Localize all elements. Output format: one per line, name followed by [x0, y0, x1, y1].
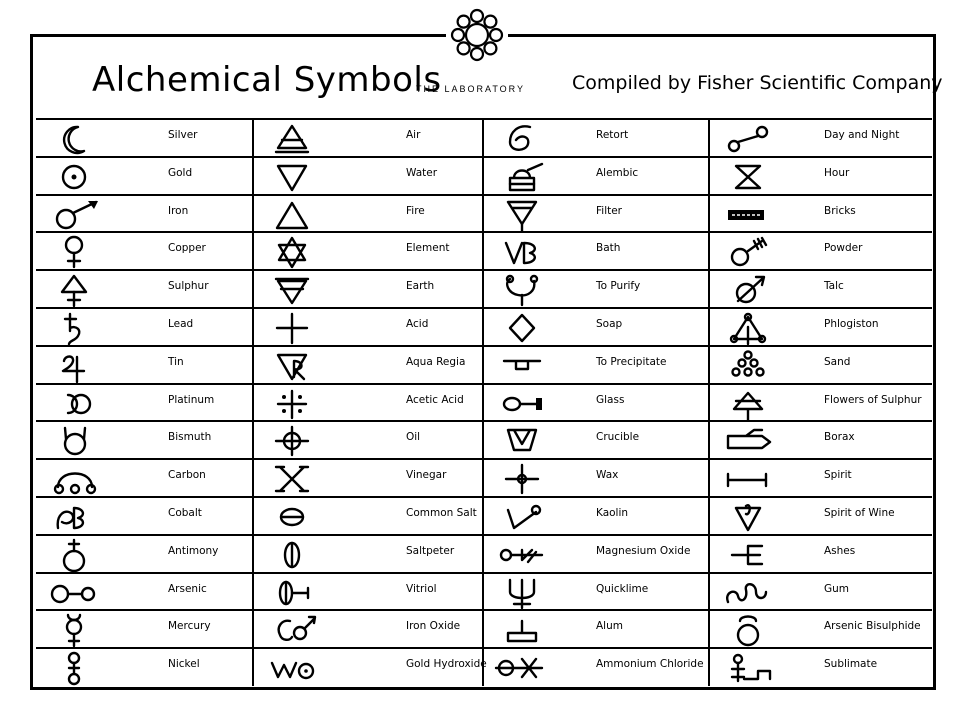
filter-icon [492, 198, 570, 231]
symbol-row [484, 422, 710, 459]
symbol-name: Mercury [168, 620, 211, 633]
symbol-name: Vinegar [406, 469, 447, 482]
symbol-row [710, 574, 932, 611]
gold-hydroxide-icon [262, 651, 340, 684]
symbol-name: Common Salt [406, 507, 477, 519]
symbol-column [710, 118, 932, 686]
page-subtitle: THE LABORATORY [416, 84, 526, 94]
symbol-name: Soap [596, 318, 623, 330]
kaolin-icon [492, 500, 570, 533]
symbol-row [36, 385, 254, 422]
symbol-row [484, 611, 710, 648]
powder-icon [718, 235, 796, 268]
symbol-row [36, 196, 254, 233]
symbol-name: Ashes [824, 544, 856, 557]
page-credit: Compiled by Fisher Scientific Company [572, 72, 943, 94]
symbol-name: Vitriol [406, 582, 437, 595]
hourglass-icon [718, 160, 796, 193]
symbol-name: Iron [168, 204, 189, 217]
wax-icon [492, 462, 570, 495]
saturn-icon [44, 311, 122, 344]
symbol-row [36, 309, 254, 346]
flowers-sulphur-icon [718, 387, 796, 420]
symbol-name: Retort [596, 129, 629, 141]
symbol-name: Powder [824, 242, 863, 255]
symbol-name: Lead [168, 318, 194, 330]
symbol-name: Antimony [168, 544, 219, 557]
symbol-row [484, 574, 710, 611]
diamond-icon [492, 311, 570, 344]
alum-icon [492, 613, 570, 646]
symbol-name: Earth [406, 280, 435, 293]
crescent-moon-icon [44, 122, 122, 155]
bath-icon [492, 235, 570, 268]
symbol-name: Cobalt [168, 507, 202, 519]
bricks-icon [718, 198, 796, 231]
symbol-row [484, 536, 710, 573]
symbol-name: Oil [406, 431, 421, 444]
air-icon [262, 122, 340, 155]
symbol-name: Crucible [596, 431, 640, 444]
symbol-row [254, 347, 484, 384]
symbol-column [36, 118, 254, 686]
symbol-row [36, 233, 254, 270]
symbol-name: Bismuth [168, 431, 212, 444]
symbol-name: Acetic Acid [406, 393, 464, 406]
symbol-row [254, 158, 484, 195]
symbol-row [710, 649, 932, 686]
symbol-name: Alembic [596, 166, 639, 179]
symbol-name: Carbon [168, 469, 206, 482]
circle-dot-icon [44, 160, 122, 193]
spirit-icon [718, 462, 796, 495]
symbol-row [254, 120, 484, 157]
symbol-row [36, 120, 254, 157]
symbol-row [36, 158, 254, 195]
symbol-table [36, 118, 932, 686]
symbol-name: Magnesium Oxide [596, 544, 691, 557]
two-circles-icon [44, 576, 122, 609]
symbol-name: Kaolin [596, 507, 629, 519]
symbol-name: Alum [596, 620, 623, 633]
symbol-name: Platinum [168, 393, 215, 406]
borax-icon [718, 424, 796, 457]
symbol-row [254, 233, 484, 270]
symbol-row [36, 460, 254, 497]
symbol-row [36, 649, 254, 686]
purify-icon [492, 273, 570, 306]
symbol-row [36, 611, 254, 648]
symbol-name: Flowers of Sulphur [824, 393, 922, 406]
symbol-row [484, 233, 710, 270]
alembic-icon [492, 160, 570, 193]
symbol-name: Element [406, 242, 450, 255]
symbol-row [36, 574, 254, 611]
crescent-circle-icon [44, 387, 122, 420]
plus-icon [262, 311, 340, 344]
horned-circle-icon [44, 424, 122, 457]
arsenic-bisulphide-icon [718, 613, 796, 646]
symbol-column [484, 118, 710, 686]
symbol-row [36, 536, 254, 573]
symbol-row [710, 233, 932, 270]
symbol-row [254, 385, 484, 422]
phlogiston-icon [718, 311, 796, 344]
ornament-flower-icon [446, 4, 508, 66]
orb-cross-icon [44, 538, 122, 571]
symbol-row [484, 271, 710, 308]
symbol-row [254, 309, 484, 346]
symbol-row [484, 120, 710, 157]
symbol-name: Water [406, 166, 438, 179]
acetic-acid-icon [262, 387, 340, 420]
symbol-name: Acid [406, 318, 429, 330]
symbol-name: Wax [596, 469, 619, 482]
magnesium-oxide-icon [492, 538, 570, 571]
symbol-row [36, 271, 254, 308]
symbol-name: To Precipitate [596, 355, 667, 368]
symbol-row [710, 536, 932, 573]
symbol-name: Sublimate [824, 658, 878, 671]
gum-icon [718, 576, 796, 609]
symbol-name: Talc [824, 280, 844, 293]
symbol-row [710, 498, 932, 535]
symbol-row [254, 536, 484, 573]
page-title: Alchemical Symbols [92, 60, 442, 100]
symbol-name: Aqua Regia [406, 355, 466, 368]
symbol-column [254, 118, 487, 686]
symbol-name: Saltpeter [406, 544, 455, 557]
arch-circles-icon [44, 462, 122, 495]
symbol-row [484, 347, 710, 384]
symbol-row [484, 385, 710, 422]
iron-oxide-icon [262, 613, 340, 646]
symbol-name: Iron Oxide [406, 620, 461, 633]
symbol-row [484, 196, 710, 233]
nickel-icon [44, 651, 122, 684]
retort-icon [492, 122, 570, 155]
symbol-row [710, 158, 932, 195]
vitriol-icon [262, 576, 340, 609]
ashes-icon [718, 538, 796, 571]
oil-icon [262, 424, 340, 457]
spirit-wine-icon [718, 500, 796, 533]
hexagram-icon [262, 235, 340, 268]
symbol-name: Bath [596, 242, 621, 255]
symbol-row [710, 422, 932, 459]
symbol-row [254, 196, 484, 233]
symbol-name: Ammonium Chloride [596, 658, 704, 671]
symbol-name: Silver [168, 129, 198, 141]
symbol-name: Arsenic Bisulphide [824, 620, 921, 633]
symbol-name: Glass [596, 393, 625, 406]
symbol-row [36, 422, 254, 459]
symbol-row [254, 460, 484, 497]
talc-icon [718, 273, 796, 306]
symbol-row [254, 422, 484, 459]
symbol-row [484, 498, 710, 535]
salt-icon [262, 500, 340, 533]
symbol-row [710, 271, 932, 308]
symbol-name: Gum [824, 582, 850, 595]
symbol-name: Phlogiston [824, 318, 879, 330]
symbol-row [484, 649, 710, 686]
symbol-name: Bricks [824, 204, 856, 217]
up-triangle-icon [262, 198, 340, 231]
precipitate-icon [492, 349, 570, 382]
symbol-row [710, 347, 932, 384]
crucible-icon [492, 424, 570, 457]
symbol-name: Fire [406, 204, 425, 217]
symbol-name: Sulphur [168, 280, 209, 293]
symbol-row [36, 347, 254, 384]
symbol-row [710, 309, 932, 346]
symbol-name: Hour [824, 166, 850, 179]
mercury-icon [44, 613, 122, 646]
symbol-name: Arsenic [168, 582, 207, 595]
cobalt-icon [44, 500, 122, 533]
symbol-name: Quicklime [596, 582, 649, 595]
symbol-row [710, 120, 932, 157]
earth-icon [262, 273, 340, 306]
saltpeter-icon [262, 538, 340, 571]
symbol-row [484, 309, 710, 346]
glass-icon [492, 387, 570, 420]
symbol-row [710, 460, 932, 497]
symbol-name: Spirit of Wine [824, 507, 895, 519]
vinegar-icon [262, 462, 340, 495]
aqua-regia-icon [262, 349, 340, 382]
symbol-name: Air [406, 129, 421, 141]
day-night-icon [718, 122, 796, 155]
ammonium-chloride-icon [492, 651, 570, 684]
symbol-name: To Purify [596, 280, 641, 293]
venus-icon [44, 235, 122, 268]
sublimate-icon [718, 651, 796, 684]
triangle-cross-icon [44, 273, 122, 306]
symbol-name: Sand [824, 355, 851, 368]
symbol-row [254, 498, 484, 535]
symbol-row [484, 460, 710, 497]
symbol-name: Gold [168, 166, 193, 179]
symbol-row [710, 611, 932, 648]
jupiter-icon [44, 349, 122, 382]
symbol-name: Copper [168, 242, 206, 255]
symbol-name: Day and Night [824, 129, 900, 141]
symbol-row [710, 196, 932, 233]
symbol-name: Filter [596, 204, 623, 217]
symbol-name: Nickel [168, 658, 200, 671]
symbol-name: Tin [168, 355, 184, 368]
symbol-row [254, 649, 487, 686]
symbol-name: Borax [824, 431, 855, 444]
symbol-name: Gold Hydroxide [406, 658, 487, 671]
symbol-row [254, 574, 484, 611]
quicklime-icon [492, 576, 570, 609]
symbol-name: Spirit [824, 469, 852, 482]
symbol-row [710, 385, 932, 422]
down-triangle-icon [262, 160, 340, 193]
sand-icon [718, 349, 796, 382]
symbol-row [254, 271, 484, 308]
mars-icon [44, 198, 122, 231]
symbol-row [484, 158, 710, 195]
symbol-row [36, 498, 254, 535]
symbol-row [254, 611, 484, 648]
